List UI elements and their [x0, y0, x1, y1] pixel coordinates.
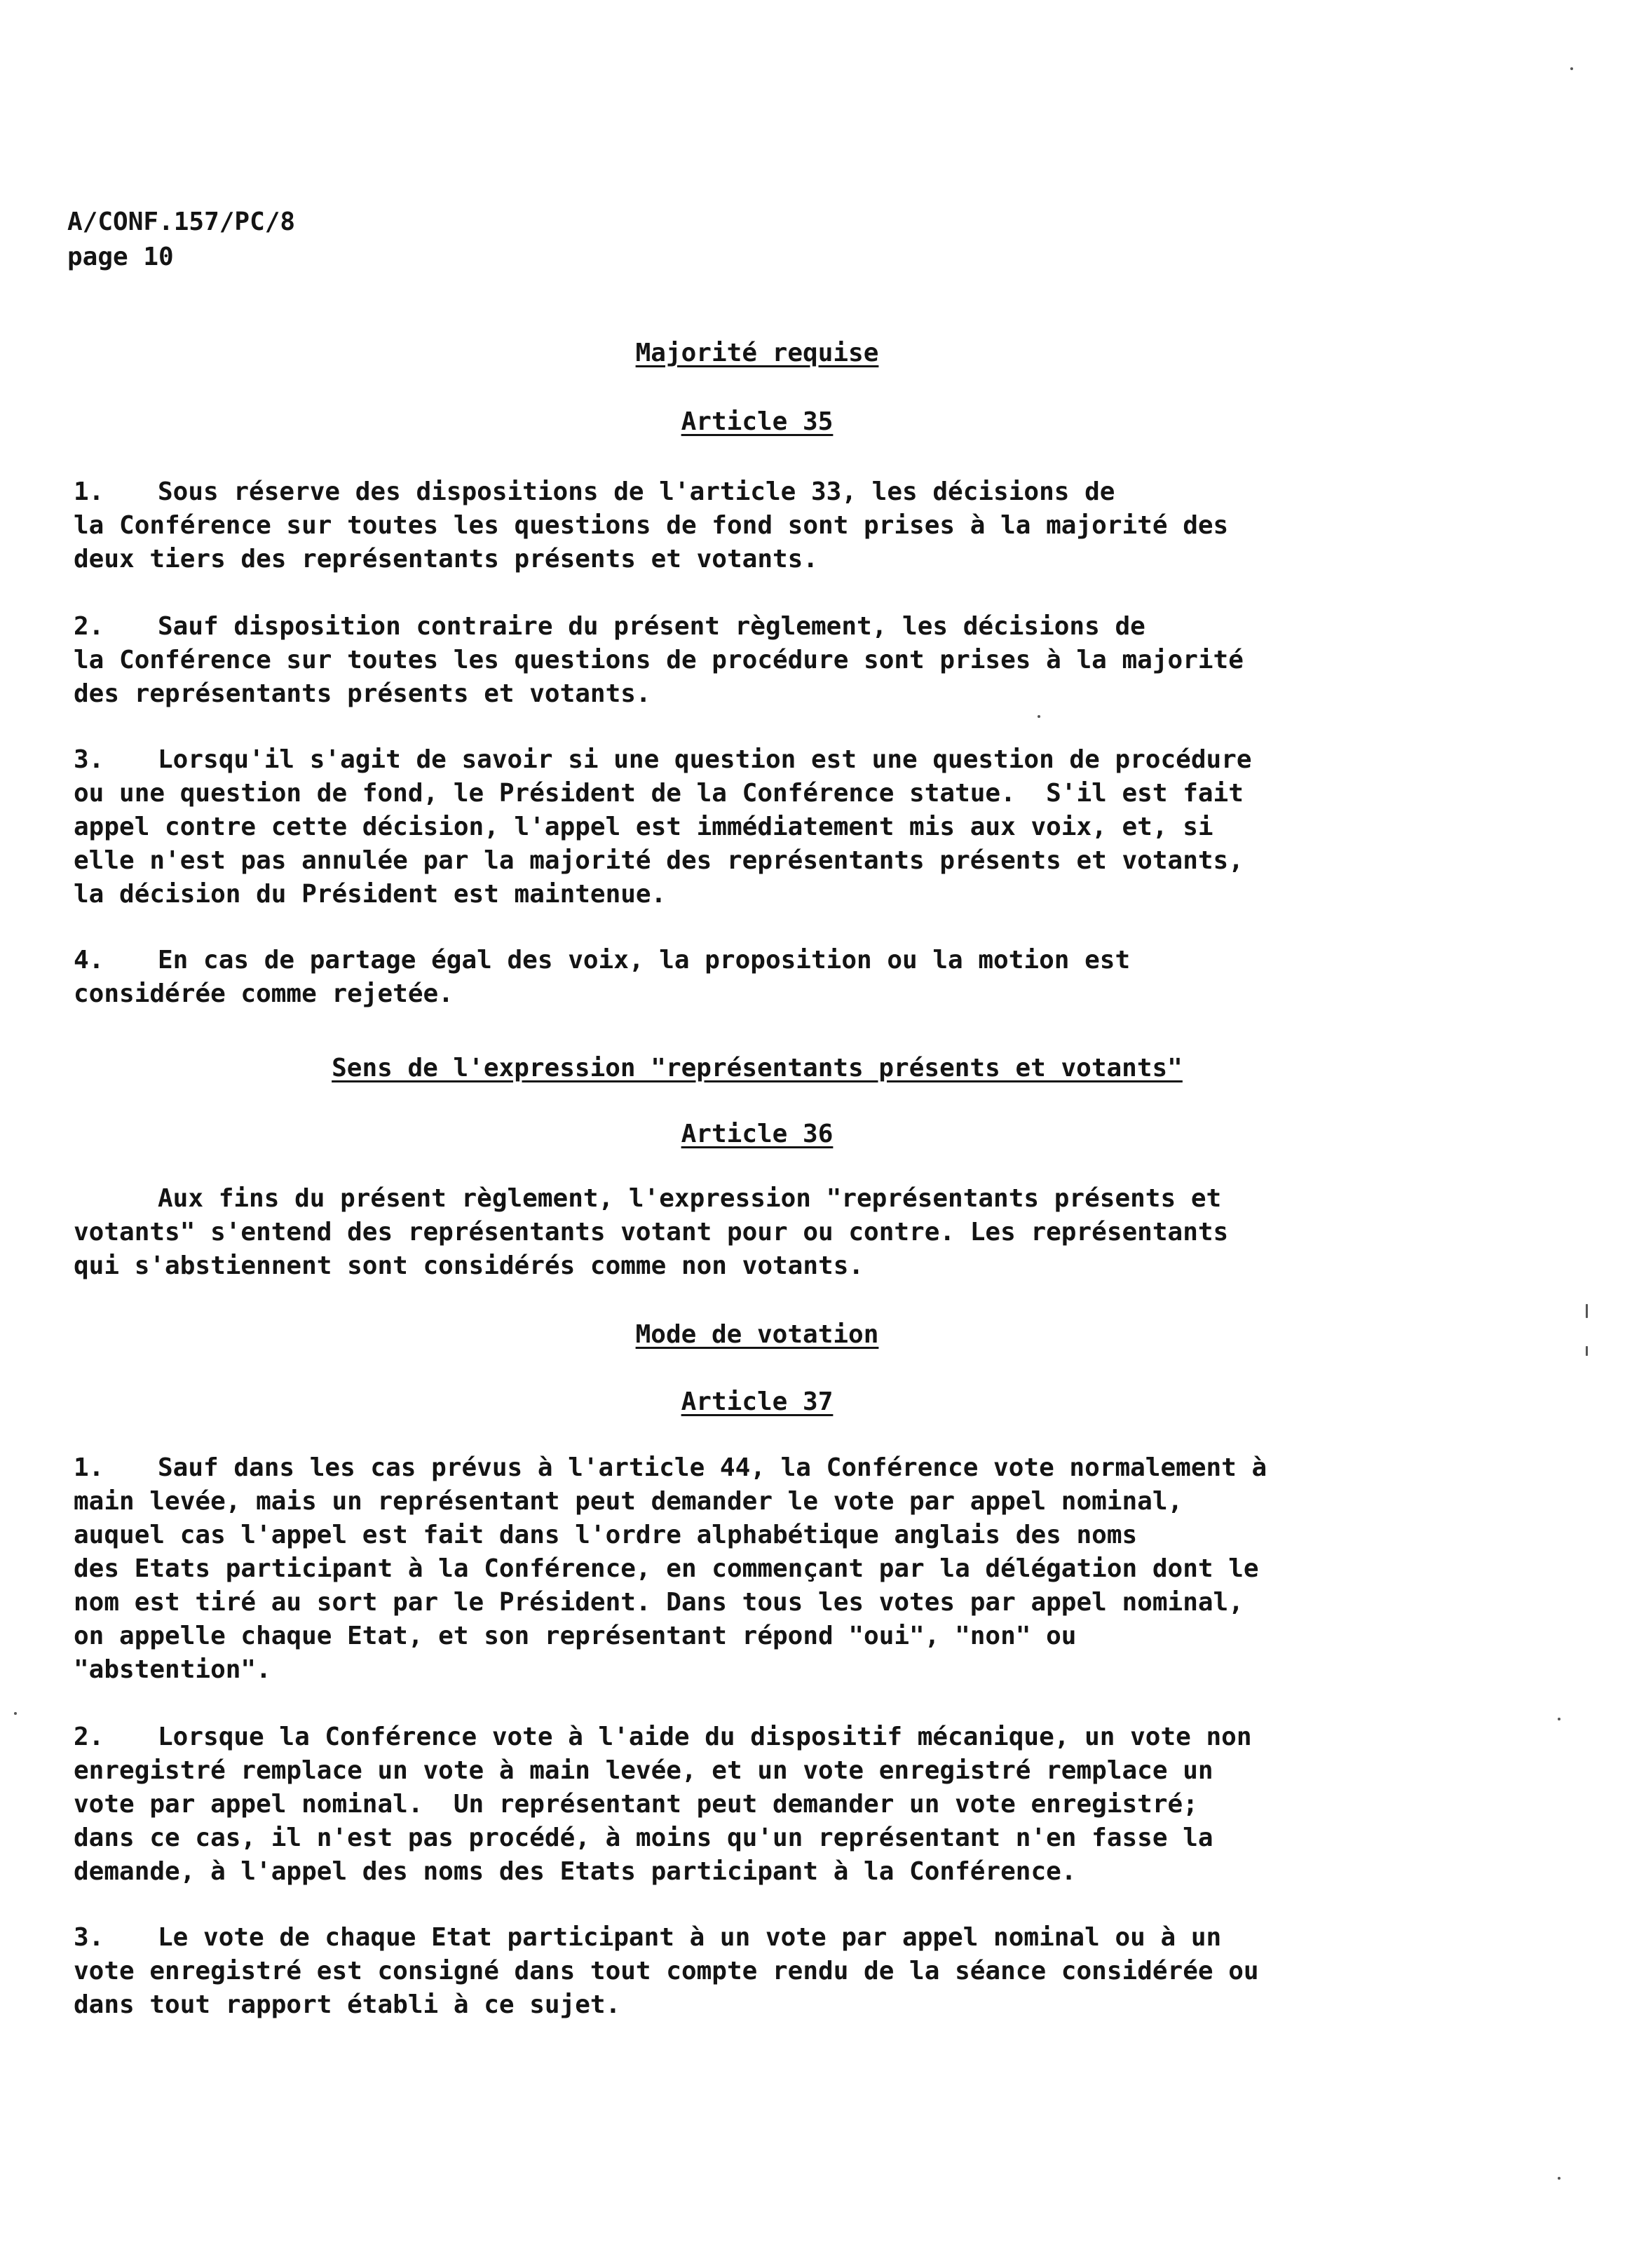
paragraph-line: demande, à l'appel des noms des Etats participant à la Conférence. [74, 1857, 1077, 1886]
paragraph-line: la Conférence sur toutes les questions de procédure sont prises à la majorité [74, 646, 1244, 674]
paragraph-line: auquel cas l'appel est fait dans l'ordre alphabétique anglais des noms [74, 1521, 1138, 1549]
paragraph-line: vote enregistré est consigné dans tout compte rendu de la séance considérée ou [74, 1957, 1259, 1985]
paragraph-line: dans ce cas, il n'est pas procédé, à moins qu'un représentant n'en fasse la [74, 1824, 1213, 1852]
page-number: page 10 [67, 243, 174, 271]
scan-speck [1570, 67, 1573, 70]
article-37-paragraph-2 [74, 1720, 1483, 1889]
paragraph-line: des Etats participant à la Conférence, en commençant par la délégation dont le [74, 1554, 1259, 1583]
paragraph-number: 1. [74, 1453, 104, 1482]
paragraph-line: votants" s'entend des représentants votant pour ou contre. Les représentants [74, 1218, 1229, 1247]
article-36-paragraph [74, 1182, 1483, 1283]
paragraph-text: Sous réserve des dispositions de l'article 33, les décisions de [158, 477, 1115, 506]
paragraph-line: des représentants présents et votants. [74, 679, 651, 708]
paragraph-number: 3. [74, 745, 104, 774]
paragraph-line [74, 1451, 1483, 1485]
paragraph-text: En cas de partage égal des voix, la proposition ou la motion est [158, 946, 1131, 975]
article-35-title: Article 35 [681, 407, 834, 436]
section-title-voting: Mode de votation [635, 1320, 879, 1349]
paragraph-line [74, 1182, 1483, 1216]
scan-speck [14, 1712, 17, 1715]
article-37-paragraph-1 [74, 1451, 1483, 1687]
article-37-paragraph-3 [74, 1921, 1483, 2022]
paragraph-line: appel contre cette décision, l'appel est immédiatement mis aux voix, et, si [74, 813, 1213, 841]
article-35-paragraph-4 [74, 944, 1483, 1011]
paragraph-line: main levée, mais un représentant peut demander le vote par appel nominal, [74, 1487, 1183, 1516]
paragraph-text: Lorsqu'il s'agit de savoir si une question est une question de procédure [158, 745, 1252, 774]
article-35-paragraph-2 [74, 610, 1483, 711]
article-36-title: Article 36 [681, 1120, 834, 1148]
paragraph-line: deux tiers des représentants présents et votants. [74, 545, 819, 573]
paragraph-text: Sauf dans les cas prévus à l'article 44, la Conférence vote normalement à [158, 1453, 1267, 1482]
paragraph-line: vote par appel nominal. Un représentant peut demander un vote enregistré; [74, 1790, 1198, 1819]
paragraph-line [74, 743, 1483, 777]
paragraph-line [74, 1921, 1483, 1955]
section-title-expression: Sens de l'expression "représentants présents et votants" [332, 1054, 1183, 1082]
paragraph-line: la décision du Président est maintenue. [74, 880, 667, 909]
paragraph-line [74, 944, 1483, 977]
paragraph-line: nom est tiré au sort par le Président. Dans tous les votes par appel nominal, [74, 1588, 1244, 1617]
paragraph-number: 3. [74, 1923, 104, 1952]
document-symbol: A/CONF.157/PC/8 [67, 208, 296, 236]
paragraph-text: Aux fins du présent règlement, l'expression "représentants présents et [158, 1184, 1222, 1213]
scan-speck [1586, 1346, 1588, 1356]
paragraph-line: considérée comme rejetée. [74, 979, 454, 1008]
paragraph-line: la Conférence sur toutes les questions de fond sont prises à la majorité des [74, 511, 1229, 540]
paragraph-number: 2. [74, 1723, 104, 1751]
scan-speck [1558, 2177, 1560, 2180]
article-35-paragraph-1 [74, 475, 1483, 576]
paragraph-number: 1. [74, 477, 104, 506]
paragraph-line: on appelle chaque Etat, et son représentant répond "oui", "non" ou [74, 1622, 1077, 1650]
paragraph-text: Le vote de chaque Etat participant à un vote par appel nominal ou à un [158, 1923, 1222, 1952]
paragraph-text: Sauf disposition contraire du présent règlement, les décisions de [158, 612, 1145, 641]
scan-speck [1558, 1718, 1560, 1720]
paragraph-line: qui s'abstiennent sont considérés comme non votants. [74, 1251, 864, 1280]
article-37-title: Article 37 [681, 1387, 834, 1416]
section-title-majority: Majorité requise [635, 339, 879, 367]
paragraph-line: dans tout rapport établi à ce sujet. [74, 1990, 621, 2019]
paragraph-number: 4. [74, 946, 104, 975]
paragraph-text: Lorsque la Conférence vote à l'aide du dispositif mécanique, un vote non [158, 1723, 1252, 1751]
paragraph-line [74, 475, 1483, 509]
paragraph-line: ou une question de fond, le Président de la Conférence statue. S'il est fait [74, 779, 1244, 808]
paragraph-line [74, 1720, 1483, 1754]
paragraph-number: 2. [74, 612, 104, 641]
paragraph-line: elle n'est pas annulée par la majorité des représentants présents et votants, [74, 846, 1244, 875]
scan-speck [1038, 715, 1040, 718]
scan-speck [1586, 1304, 1588, 1318]
paragraph-line: enregistré remplace un vote à main levée, et un vote enregistré remplace un [74, 1756, 1213, 1785]
article-35-paragraph-3 [74, 743, 1483, 911]
paragraph-line [74, 610, 1483, 644]
paragraph-line: "abstention". [74, 1655, 271, 1684]
